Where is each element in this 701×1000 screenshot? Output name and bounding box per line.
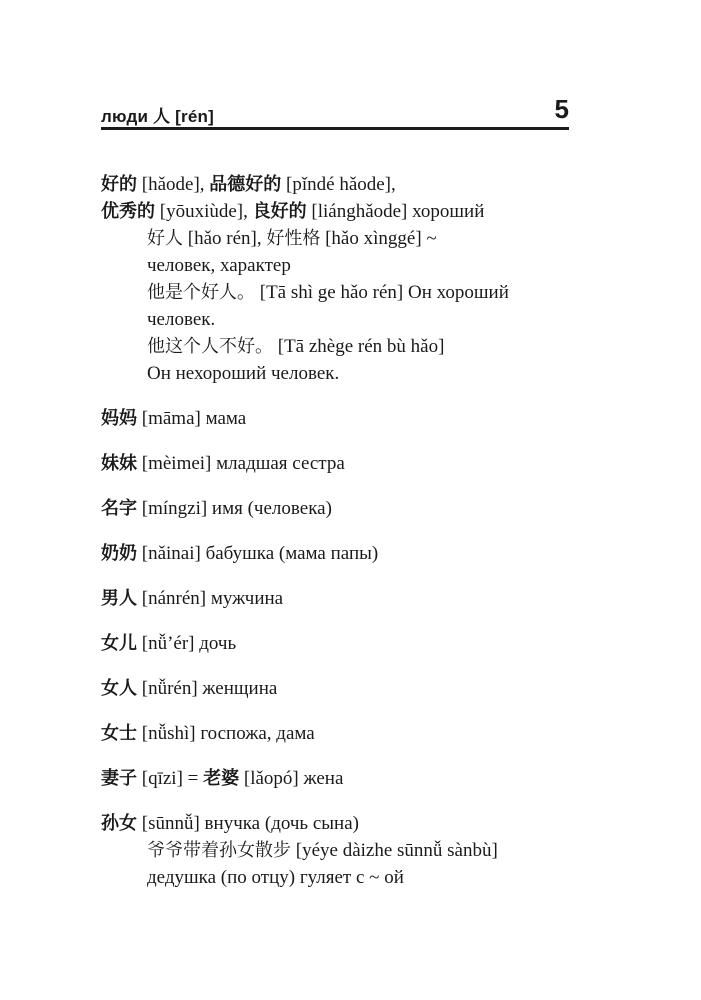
gloss-text: [sūnnǚ] внучка (дочь сына) [137, 813, 359, 834]
entry-line [101, 765, 581, 792]
example-line [101, 306, 581, 333]
gloss-text: человек, характер [147, 255, 291, 276]
dictionary-entry [101, 720, 581, 747]
headword: 良好的 [252, 201, 307, 222]
example-line [101, 279, 581, 306]
running-head: люди 人 [rén] [101, 107, 214, 126]
entry-line [101, 585, 581, 612]
headword: 妻子 [101, 768, 137, 789]
gloss-text: [nǚrén] женщина [137, 678, 278, 699]
gloss-text: [nǚ’ér] дочь [137, 633, 237, 654]
gloss-text: [qīzi] = [137, 768, 204, 789]
gloss-text: дедушка (по отцу) гуляет с ~ ой [147, 867, 404, 888]
headword: 优秀的 [101, 201, 155, 222]
gloss-text: человек. [147, 309, 216, 330]
dictionary-entry [101, 675, 581, 702]
gloss-text: [Tā zhège rén bù hǎo] [273, 336, 445, 357]
gloss-text: [hǎode], [137, 174, 210, 195]
example-line [101, 837, 581, 864]
gloss-text: [Tā shì ge hǎo rén] Он хороший [255, 282, 509, 303]
gloss-text: Он нехороший человек. [147, 363, 340, 384]
headword: 妈妈 [101, 408, 137, 429]
example-line [101, 252, 581, 279]
example-hanzi: 好人 [147, 228, 183, 249]
example-hanzi: 他是个好人。 [147, 282, 255, 303]
page-number: 5 [554, 94, 569, 124]
example-hanzi: 好性格 [266, 228, 321, 249]
entry-line [101, 171, 581, 198]
entry-line [101, 450, 581, 477]
dictionary-entry [101, 171, 581, 387]
gloss-text: [nǚshì] госпожа, дама [137, 723, 315, 744]
header-rule [101, 127, 569, 130]
example-line [101, 225, 581, 252]
dictionary-entry [101, 405, 581, 432]
gloss-text: [míngzi] имя (человека) [137, 498, 332, 519]
gloss-text: [hǎo rén], [183, 228, 267, 249]
entry-line [101, 495, 581, 522]
headword: 女人 [101, 678, 137, 699]
headword: 老婆 [203, 768, 240, 789]
dictionary-entry [101, 495, 581, 522]
dictionary-entry [101, 540, 581, 567]
gloss-text: [mèimei] младшая сестра [137, 453, 345, 474]
gloss-text: [nǎinai] бабушка (мама папы) [137, 543, 379, 564]
dictionary-entry [101, 585, 581, 612]
headword: 女士 [101, 723, 137, 744]
headword: 奶奶 [101, 543, 137, 564]
headword: 品德好的 [209, 174, 282, 195]
entry-line [101, 198, 581, 225]
entry-line [101, 405, 581, 432]
headword: 好的 [101, 174, 137, 195]
dictionary-entry [101, 765, 581, 792]
headword: 男人 [101, 588, 137, 609]
example-line [101, 360, 581, 387]
entry-line [101, 810, 581, 837]
gloss-text: [yōuxiùde], [155, 201, 253, 222]
gloss-text: [liánghǎode] хороший [306, 201, 485, 222]
page-header [101, 90, 569, 126]
gloss-text: [lǎopó] жена [239, 768, 344, 789]
dictionary-entry [101, 630, 581, 657]
entry-line [101, 720, 581, 747]
gloss-text: [pǐndé hǎode], [281, 174, 396, 195]
gloss-text: [yéye dàizhe sūnnǚ sànbù] [291, 840, 498, 861]
headword: 妹妹 [101, 453, 137, 474]
headword: 名字 [101, 498, 137, 519]
entry-line [101, 675, 581, 702]
example-hanzi: 爷爷带着孙女散步 [147, 840, 291, 861]
example-hanzi: 他这个人不好。 [147, 336, 273, 357]
example-line [101, 333, 581, 360]
headword: 孙女 [101, 813, 137, 834]
dictionary-entry [101, 810, 581, 891]
gloss-text: [māma] мама [137, 408, 247, 429]
gloss-text: [nánrén] мужчина [137, 588, 284, 609]
headword: 女儿 [101, 633, 137, 654]
dictionary-entry [101, 450, 581, 477]
entry-line [101, 540, 581, 567]
example-line [101, 864, 581, 891]
entry-line [101, 630, 581, 657]
dictionary-entries [101, 171, 581, 891]
gloss-text: [hǎo xìnggé] ~ [320, 228, 437, 249]
